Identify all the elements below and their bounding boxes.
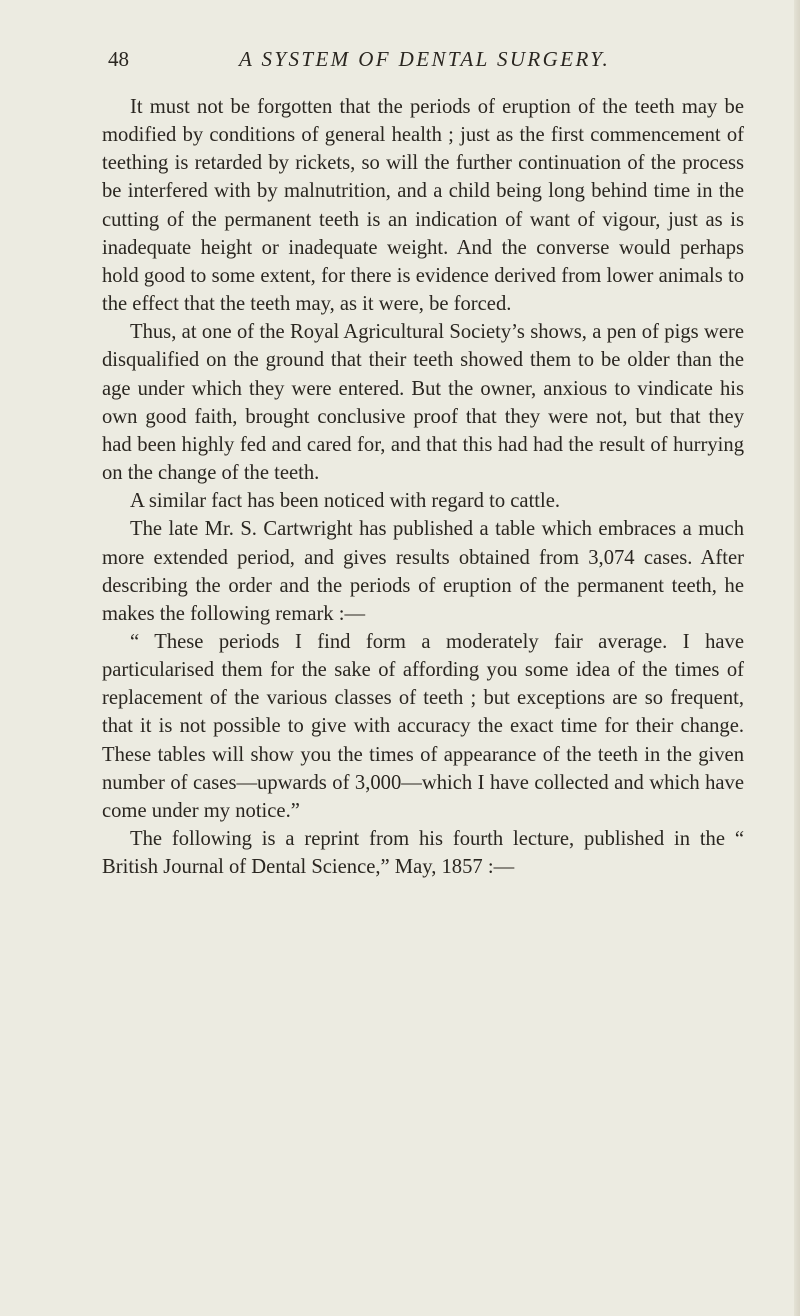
paragraph-eruption-health: It must not be forgotten that the periods of eruption of the teeth may be modified by conditions of general health ; just as the first commencement of teething is retarded by rickets, so will the further continuation of the process be interfered with by malnutrition, and a child being long behind time in the cutting of the permanent teeth is an indication of want of vigour, just as is inadequate height or inadequate weight. And the converse would perhaps hold good to some extent, for there is evidence derived from lower animals to the effect that the teeth may, as it were, be forced. bbox=[102, 96, 744, 316]
paragraph-pigs-example: Thus, at one of the Royal Agricultural Society’s shows, a pen of pigs were disqualified on the ground that their teeth showed them to be older than the age under which they were entered. But the owner, anxious to vindicate his own good faith, brought conclusive proof that they were not, but that they had been highly fed and cared for, and that this had had the result of hurrying on the change of the teeth. bbox=[102, 321, 744, 485]
body-text bbox=[102, 93, 744, 881]
running-title: A SYSTEM OF DENTAL SURGERY. bbox=[239, 47, 611, 71]
page-number: 48 bbox=[108, 47, 129, 71]
paragraph-reprint-note: The following is a reprint from his fourth lecture, published in the “ British Journal of Dental Science,” May, 1857 :— bbox=[102, 828, 744, 879]
page-edge bbox=[794, 0, 800, 1316]
paragraph-cattle: A similar fact has been noticed with regard to cattle. bbox=[130, 490, 561, 513]
paragraph-quotation: “ These periods I find form a moderately fair average. I have particularised them for the sake of affording you some idea of the times of replacement of the various classes of teeth ; but exceptions are so frequent, that it is not possible to give with accuracy the exact time for their change. These tables will show you the times of appearance of the teeth in the given number of cases—upwards of 3,000—which I have collected and which have come under my notice.” bbox=[102, 630, 744, 822]
running-head bbox=[108, 44, 748, 74]
paragraph-cartwright-table: The late Mr. S. Cartwright has published a table which embraces a much more extended period, and gives results obtained from 3,074 cases. After describing the order and the periods of eruption of the permanent teeth, he makes the following remark :— bbox=[102, 518, 744, 625]
